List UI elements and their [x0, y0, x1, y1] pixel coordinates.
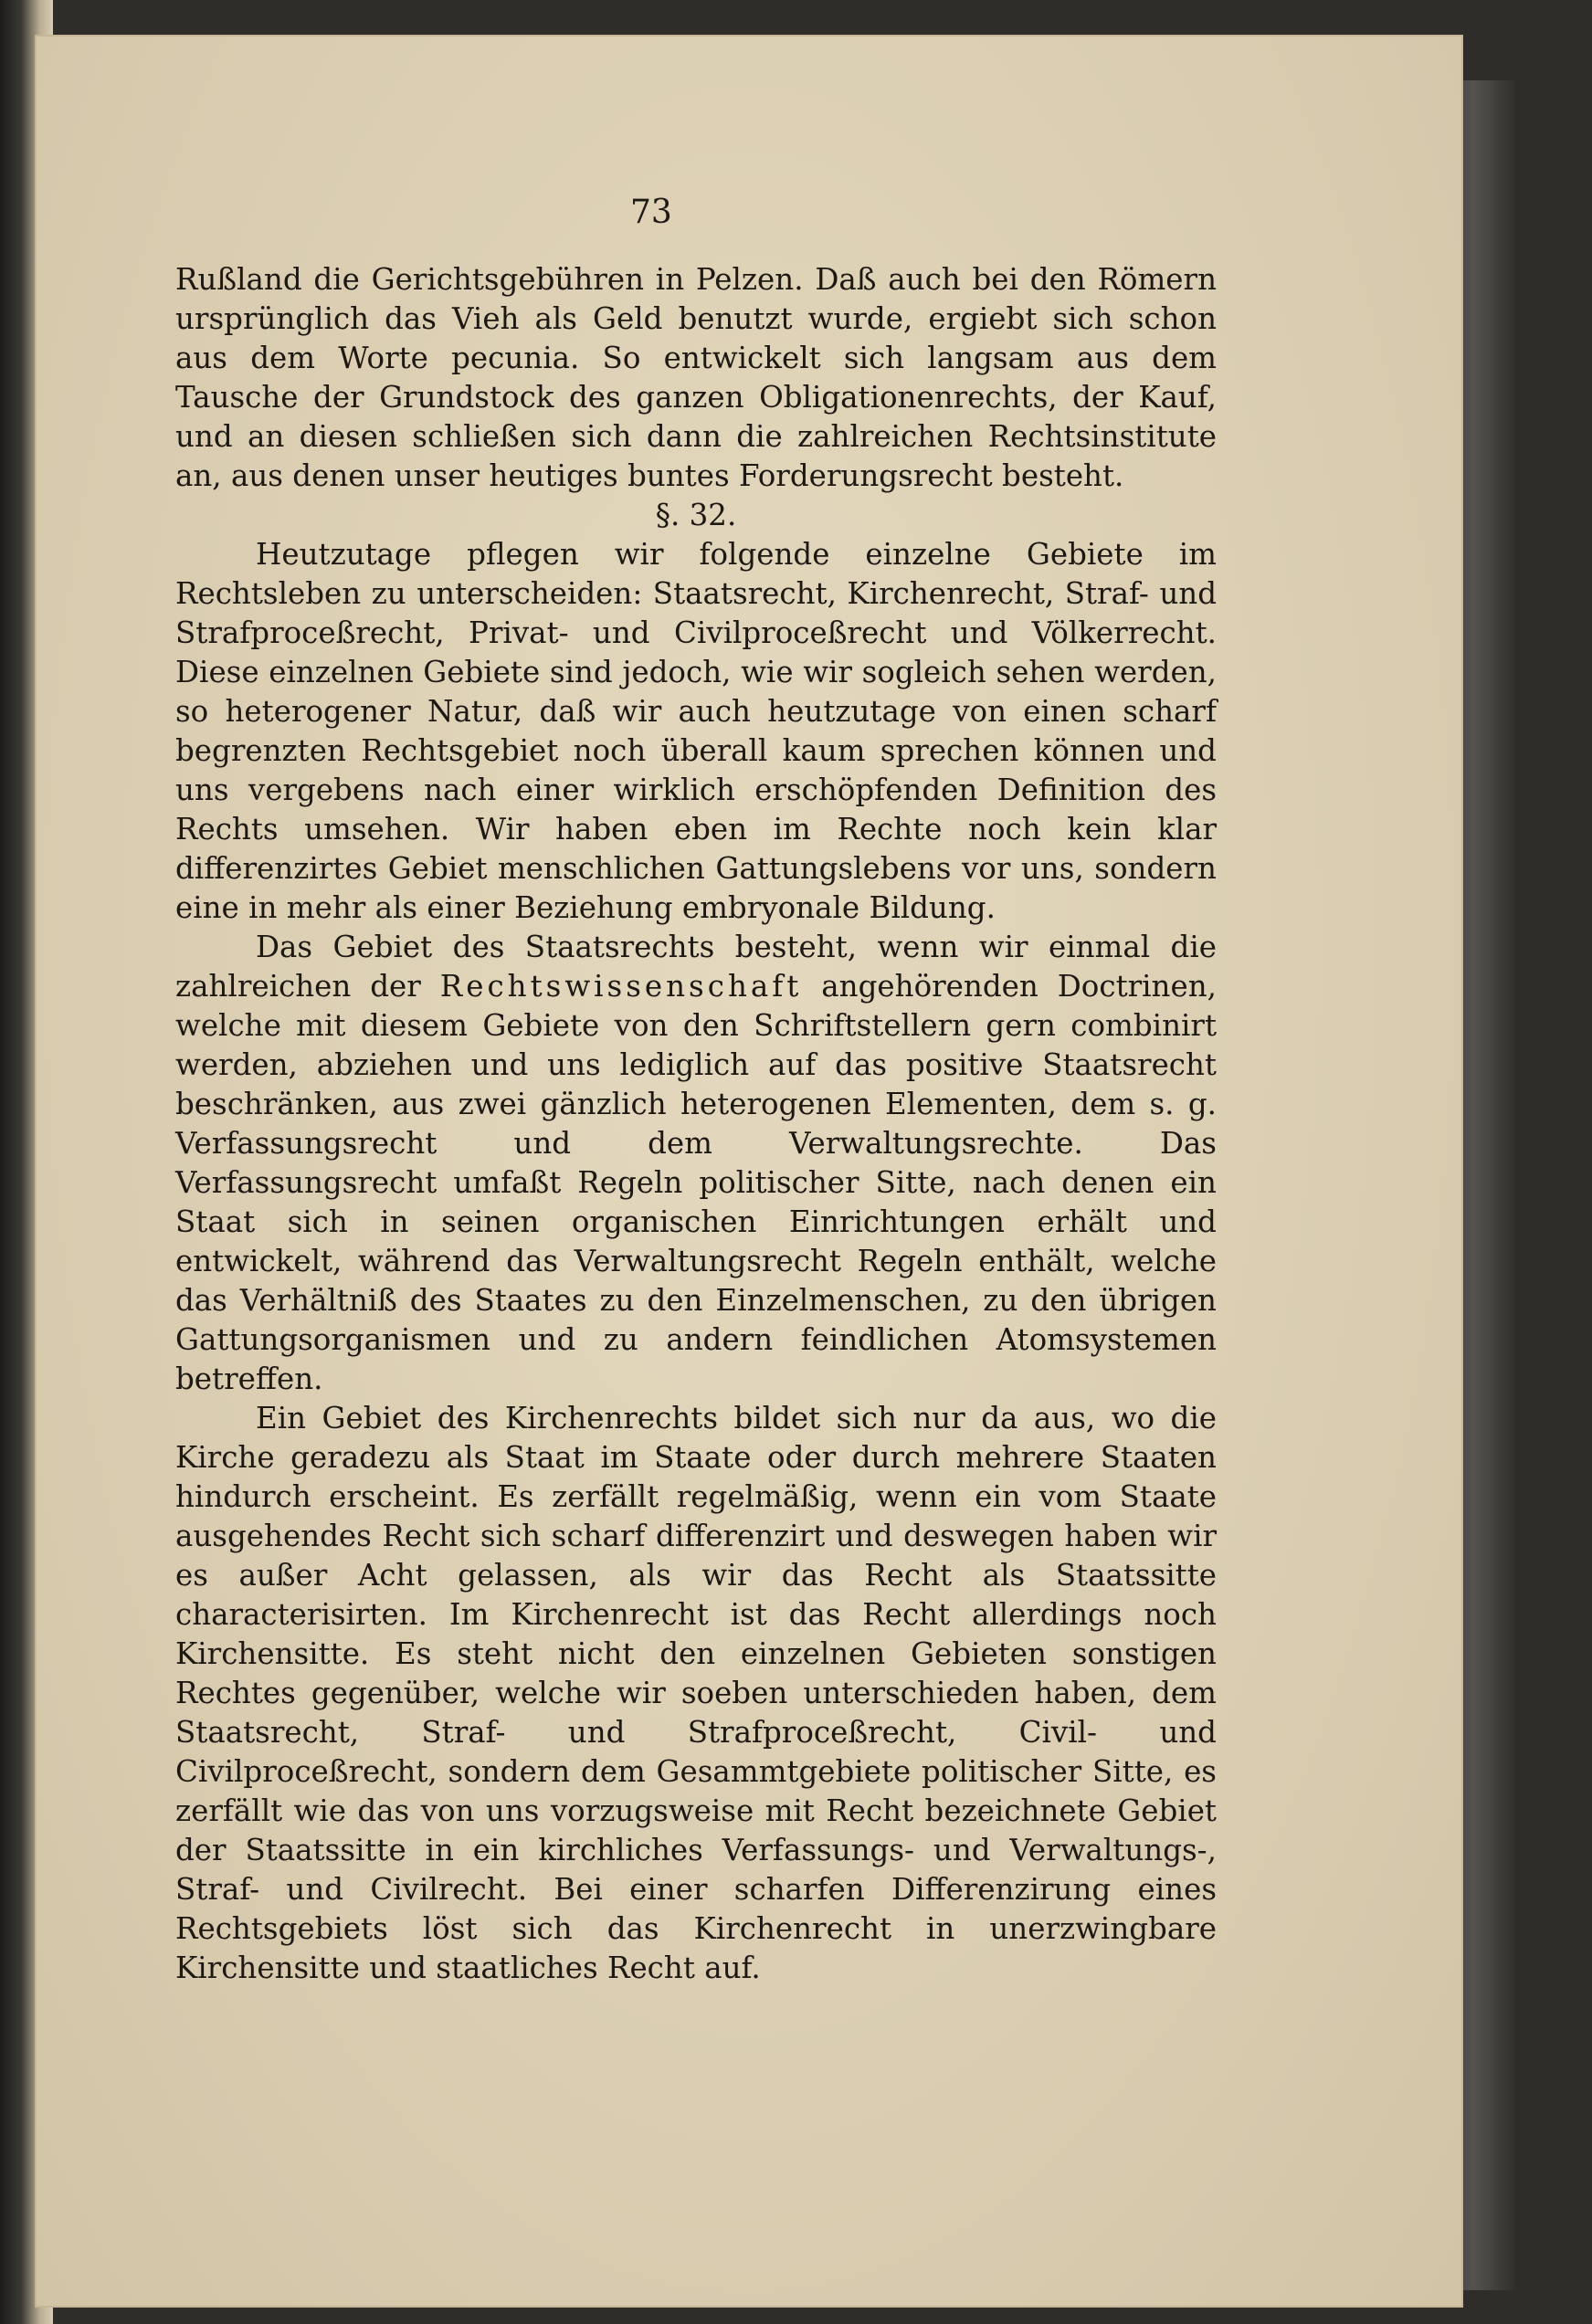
paragraph-continuation: Rußland die Gerichtsgebühren in Pelzen. Daß auch bei den Römern ursprünglich das Vieh als Geld benutzt wurde, ergiebt sich schon aus dem Worte pecunia. So entwickelt sich langsam aus dem Tausche der Grundstock des ganzen Obligationenrechts, der Kauf, und an diesen schließen sich dann die zahlreichen Rechtsinstitute an, aus denen unser heutiges buntes Forderungsrecht besteht. — [175, 262, 1217, 493]
paragraph — [175, 928, 1217, 1399]
section-heading: §. 32. — [655, 498, 737, 532]
paragraph-text: Das Gebiet des Staatsrechts besteht, wenn wir einmal die zahlreichen der — [175, 930, 1217, 1004]
body-text — [175, 260, 1217, 1988]
emphasized-term: Rechtswissenschaft — [439, 969, 803, 1004]
page-number: 73 — [630, 194, 672, 231]
paragraph: Heutzutage pflegen wir folgende einzelne Gebiete im Rechtsleben zu unterscheiden: Staatsrecht, Kirchenrecht, Straf- und Strafproceßrecht, Privat- und Civilproceßrecht und Völkerrecht. Diese einzelnen Gebiete sind jedoch, wie wir sogleich sehen werden, so heterogener Natur, daß wir auch heutzutage von einen scharf begrenzten Rechtsgebiet noch überall kaum sprechen können und uns vergebens nach einer wirklich erschöpfenden Definition des Rechts umsehen. Wir haben eben im Rechte noch kein klar differenzirtes Gebiet menschlichen Gattungslebens vor uns, sondern eine in mehr als einer Beziehung embryonale Bildung. — [175, 537, 1217, 925]
paragraph: Ein Gebiet des Kirchenrechts bildet sich nur da aus, wo die Kirche geradezu als Staat im Staate oder durch mehrere Staaten hindurch erscheint. Es zerfällt regelmäßig, wenn ein vom Staate ausgehendes Recht sich scharf differenzirt und deswegen haben wir es außer Acht gelassen, als wir das Recht als Staatssitte characterisirten. Im Kirchenrecht ist das Recht allerdings noch Kirchensitte. Es steht nicht den einzelnen Gebieten sonstigen Rechtes gegenüber, welche wir soeben unterschieden haben, dem Staatsrecht, Straf- und Strafproceßrecht, Civil- und Civilproceßrecht, sondern dem Gesammtgebiete politischer Sitte, es zerfällt wie das von uns vorzugsweise mit Recht bezeichnete Gebiet der Staatssitte in ein kirchliches Verfassungs- und Verwaltungs-, Straf- und Civilrecht. Bei einer scharfen Differenzirung eines Rechtsgebiets löst sich das Kirchenrecht in unerzwingbare Kirchensitte und staatliches Recht auf. — [175, 1401, 1217, 1985]
paragraph-text: angehörenden Doctrinen, welche mit diesem Gebiete von den Schriftstellern gern combinirt werden, abziehen und uns lediglich auf das positive Staatsrecht beschränken, aus zwei gänzlich heterogenen Elementen, dem s. g. Verfassungsrecht und dem Verwaltungsrechte. Das Verfassungsrecht umfaßt Regeln politischer Sitte, nach denen ein Staat sich in seinen organischen Einrichtungen erhält und entwickelt, während das Verwaltungsrecht Regeln enthält, welche das Verhältniß des Staates zu den Einzelmenschen, zu den übrigen Gattungsorganismen und zu andern feindlichen Atomsystemen betreffen. — [175, 969, 1217, 1396]
